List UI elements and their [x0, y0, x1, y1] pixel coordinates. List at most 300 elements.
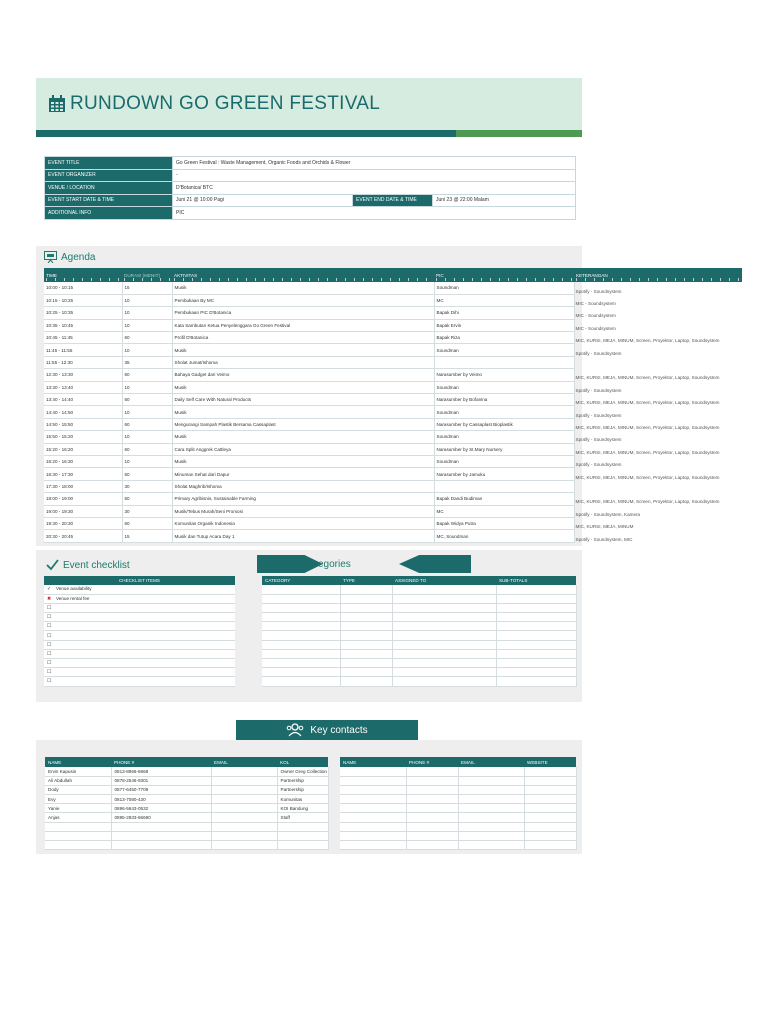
checklist-row	[44, 631, 235, 640]
agenda-time: 20:30 - 20:45	[44, 530, 122, 542]
agenda-row	[44, 356, 742, 368]
agenda-pic: Narasumber by Veimo	[434, 369, 574, 381]
category-row	[262, 585, 576, 594]
contact-cell-right[interactable]	[524, 767, 576, 776]
category-cell[interactable]	[392, 668, 496, 677]
category-cell[interactable]	[262, 594, 340, 603]
col-phone-right: PHONE #	[406, 757, 458, 767]
category-cell[interactable]	[392, 640, 496, 649]
category-cell[interactable]	[392, 594, 496, 603]
contact-email[interactable]	[211, 795, 277, 804]
agenda-pic: MC, Soundman	[434, 530, 574, 542]
col-kol: KOL	[277, 757, 328, 767]
contact-phone[interactable]	[111, 841, 211, 850]
contact-row	[45, 785, 328, 794]
agenda-activity: Musik	[172, 381, 434, 393]
contact-kol[interactable]	[277, 822, 328, 831]
checklist-item[interactable]	[44, 649, 235, 658]
agenda-activity: Bahaya Gadget dari Veimo	[172, 369, 434, 381]
agenda-duration: 10	[122, 307, 172, 319]
agenda-pic: Bapak Riza	[434, 332, 574, 344]
contact-row	[45, 841, 328, 850]
contact-email[interactable]	[211, 822, 277, 831]
contact-cell-right[interactable]	[458, 813, 524, 822]
categories-heading-text: egories	[318, 559, 351, 570]
agenda-duration: 35	[122, 356, 172, 368]
contact-kol[interactable]: Partnership	[277, 776, 328, 785]
category-cell[interactable]	[392, 649, 496, 658]
contact-cell-right[interactable]	[524, 795, 576, 804]
checklist-item-text: Venue availability	[56, 586, 92, 592]
col-website-right: WEBSITE	[524, 757, 576, 767]
contact-name[interactable]	[45, 831, 111, 840]
category-cell[interactable]	[496, 603, 576, 612]
category-row	[262, 649, 576, 658]
categories-table	[262, 576, 577, 687]
agenda-activity: Musik/Tebus Murah/Seni Promosi	[172, 505, 434, 517]
category-cell[interactable]	[392, 603, 496, 612]
key-contacts-banner	[236, 720, 418, 740]
checklist-item[interactable]	[44, 603, 235, 612]
checklist-row	[44, 640, 235, 649]
contact-row-right	[340, 767, 576, 776]
agenda-notes: Spotify - Soundsystem	[575, 462, 622, 468]
contact-phone[interactable]: 0877-6450-7709	[111, 785, 211, 794]
contact-kol[interactable]	[277, 841, 328, 850]
agenda-time: 12:30 - 13:30	[44, 369, 122, 381]
contact-cell-right[interactable]	[458, 776, 524, 785]
agenda-heading	[44, 251, 95, 263]
agenda-row	[44, 394, 742, 406]
agenda-time: 16:20 - 16:30	[44, 455, 122, 467]
agenda-row	[44, 344, 742, 356]
event-title-value: Go Green Festival : Waste Management, Organic Foods and Orchids & Flower	[173, 157, 576, 170]
category-cell[interactable]	[262, 613, 340, 622]
agenda-row	[44, 294, 742, 306]
agenda-duration: 30	[122, 505, 172, 517]
category-cell[interactable]	[340, 677, 392, 686]
agenda-notes: MIC - Soundsystem	[575, 313, 616, 319]
contact-cell-right[interactable]	[340, 767, 406, 776]
contact-cell-right[interactable]	[524, 785, 576, 794]
checklist-item[interactable]	[44, 677, 235, 686]
agenda-time: 13:40 - 14:40	[44, 394, 122, 406]
agenda-pic: Narasumber by Cassaplast Bioplastik	[434, 418, 574, 430]
page-title: RUNDOWN GO GREEN FESTIVAL	[70, 93, 381, 114]
checklist-item[interactable]	[44, 631, 235, 640]
category-cell[interactable]	[340, 603, 392, 612]
col-duration: DURASI (MENIT)	[122, 268, 172, 282]
agenda-time: 10:15 - 10:25	[44, 294, 122, 306]
agenda-row	[44, 468, 742, 480]
contact-row-right	[340, 795, 576, 804]
agenda-row	[44, 530, 742, 542]
agenda-activity: Pembukaan By MC	[172, 294, 434, 306]
category-cell[interactable]	[262, 603, 340, 612]
contact-cell-right[interactable]	[406, 822, 458, 831]
category-cell[interactable]	[262, 585, 340, 594]
category-cell[interactable]	[340, 649, 392, 658]
category-cell[interactable]	[340, 659, 392, 668]
contact-cell-right[interactable]	[406, 795, 458, 804]
agenda-notes: Spotify - Soundsystem	[575, 350, 622, 356]
agenda-row	[44, 332, 742, 344]
col-activity: AKTIVITAS	[172, 268, 434, 282]
agenda-duration: 10	[122, 431, 172, 443]
agenda-notes: MIC, KURSI, MEJA, MINUM, Screen, Proyektor, Laptop, Soundsystem	[575, 375, 720, 381]
category-cell[interactable]	[340, 640, 392, 649]
col-assigned-to: ASSIGNED TO	[392, 576, 496, 585]
checklist-item-text: Venue rental fee	[56, 595, 90, 601]
agenda-time: 10:00 - 10:15	[44, 282, 122, 294]
contact-phone[interactable]: 0813-7080-430	[111, 795, 211, 804]
contact-name[interactable]: Ali Abdullah	[45, 776, 111, 785]
agenda-duration: 10	[122, 294, 172, 306]
agenda-duration: 60	[122, 443, 172, 455]
agenda-activity: Cara Split Anggrek Cattleya	[172, 443, 434, 455]
contact-cell-right[interactable]	[340, 795, 406, 804]
checkbox-mark-icon[interactable]: ☐	[47, 650, 52, 657]
col-name-right: NAME	[340, 757, 406, 767]
contact-cell-right[interactable]	[458, 804, 524, 813]
checkbox-mark-icon[interactable]: ☐	[47, 614, 52, 621]
agenda-duration: 60	[122, 493, 172, 505]
contact-cell-right[interactable]	[458, 831, 524, 840]
contact-name[interactable]: Dody	[45, 785, 111, 794]
agenda-activity: Daily Self Care With Natural Products	[172, 394, 434, 406]
agenda-time: 13:30 - 13:40	[44, 381, 122, 393]
checkmark-icon	[46, 559, 59, 571]
category-cell[interactable]	[496, 640, 576, 649]
agenda-duration: 10	[122, 381, 172, 393]
checklist-item[interactable]	[44, 659, 235, 668]
category-row	[262, 631, 576, 640]
contacts-table-right	[340, 757, 577, 850]
category-cell[interactable]	[340, 631, 392, 640]
contact-phone[interactable]: 0878-2546-9301	[111, 776, 211, 785]
start-date-value: Juni 21 @ 10:00 Pagi	[173, 194, 353, 207]
agenda-activity: Kata Sambutan Ketua Penyelenggara Go Green Festival	[172, 319, 434, 331]
agenda-activity: Musik	[172, 406, 434, 418]
agenda-activity: Musik	[172, 455, 434, 467]
category-row	[262, 613, 576, 622]
agenda-duration: 60	[122, 517, 172, 529]
agenda-activity: Komunitas Organik Indonesia	[172, 517, 434, 529]
contact-name[interactable]: Evy	[45, 795, 111, 804]
contact-email[interactable]	[211, 767, 277, 776]
agenda-pic: Bapak Ervin	[434, 319, 574, 331]
category-cell[interactable]	[340, 594, 392, 603]
key-contacts-heading: Key contacts	[310, 724, 368, 736]
category-cell[interactable]	[262, 659, 340, 668]
checkbox-mark-icon[interactable]: ☐	[47, 623, 52, 630]
additional-info-value: PIC	[173, 207, 576, 220]
contact-cell-right[interactable]	[406, 813, 458, 822]
category-cell[interactable]	[496, 622, 576, 631]
contact-phone[interactable]	[111, 831, 211, 840]
category-cell[interactable]	[340, 622, 392, 631]
agenda-activity: Profil D'Botanica	[172, 332, 434, 344]
agenda-notes	[574, 356, 742, 368]
contact-name[interactable]	[45, 841, 111, 850]
agenda-time: 14:40 - 14:50	[44, 406, 122, 418]
agenda-row	[44, 493, 742, 505]
category-cell[interactable]	[392, 631, 496, 640]
agenda-notes: MIC - Soundsystem	[575, 325, 616, 331]
contact-cell-right[interactable]	[406, 841, 458, 850]
agenda-pic: MC	[434, 294, 574, 306]
checklist-item[interactable]	[44, 622, 235, 631]
agenda-pic: Narasumber by Jamuku	[434, 468, 574, 480]
contact-cell-right[interactable]	[458, 795, 524, 804]
agenda-duration: 15	[122, 530, 172, 542]
additional-info-label: ADDITIONAL INFO	[45, 207, 173, 220]
contact-cell-right[interactable]	[524, 822, 576, 831]
checklist-table	[44, 576, 235, 687]
contact-kol[interactable]: KOI Bandung	[277, 804, 328, 813]
category-cell[interactable]	[496, 585, 576, 594]
agenda-duration: 60	[122, 332, 172, 344]
contact-email[interactable]	[211, 785, 277, 794]
agenda-notes: MIC, KURSI, MEJA, MINUM, Screen, Proyektor, Laptop, Soundsystem	[575, 449, 720, 455]
contact-cell-right[interactable]	[458, 822, 524, 831]
agenda-duration: 10	[122, 319, 172, 331]
checkbox-mark-icon[interactable]: ☐	[47, 678, 52, 685]
agenda-time: 11:45 - 11:55	[44, 344, 122, 356]
agenda-time: 18:00 - 19:00	[44, 493, 122, 505]
agenda-activity: Sholat Maghrib/Ishoma	[172, 480, 434, 492]
agenda-activity: Musik dan Tutup Acara Day 1	[172, 530, 434, 542]
col-type: TYPE	[340, 576, 392, 585]
contact-cell-right[interactable]	[406, 767, 458, 776]
contact-email[interactable]	[211, 841, 277, 850]
category-row	[262, 677, 576, 686]
contact-cell-right[interactable]	[524, 776, 576, 785]
category-cell[interactable]	[392, 585, 496, 594]
agenda-notes: Spotify - Soundsystem, MIC	[575, 536, 633, 542]
agenda-time: 19:30 - 20:30	[44, 517, 122, 529]
category-cell[interactable]	[392, 659, 496, 668]
contact-row-right	[340, 822, 576, 831]
col-checklist-items: CHECKLIST ITEMS	[44, 576, 235, 585]
contact-row	[45, 813, 328, 822]
checkbox-mark-icon[interactable]: ☐	[47, 660, 52, 667]
category-cell[interactable]	[262, 649, 340, 658]
agenda-activity: Musik	[172, 344, 434, 356]
agenda-pic: Soundman	[434, 381, 574, 393]
contact-row	[45, 776, 328, 785]
category-cell[interactable]	[392, 677, 496, 686]
contact-cell-right[interactable]	[406, 785, 458, 794]
col-time: TIME	[44, 268, 122, 282]
start-date-label: EVENT START DATE & TIME	[45, 194, 173, 207]
agenda-notes: Spotify - Soundsystem	[575, 437, 622, 443]
contact-cell-right[interactable]	[524, 841, 576, 850]
category-cell[interactable]	[340, 613, 392, 622]
checkbox-mark-icon[interactable]: ☐	[47, 632, 52, 639]
checklist-item[interactable]	[44, 585, 235, 594]
contact-cell-right[interactable]	[340, 841, 406, 850]
agenda-time: 19:00 - 19:30	[44, 505, 122, 517]
checkbox-mark-icon[interactable]: ☐	[47, 641, 52, 648]
checklist-row	[44, 668, 235, 677]
agenda-time: 15:20 - 16:20	[44, 443, 122, 455]
contact-cell-right[interactable]	[406, 804, 458, 813]
agenda-notes: MIC, KURSI, MEJA, MINUM, Screen, Proyektor, Laptop, Soundsystem	[575, 424, 720, 430]
contact-cell-right[interactable]	[458, 767, 524, 776]
category-row	[262, 594, 576, 603]
category-cell[interactable]	[496, 613, 576, 622]
contact-row-right	[340, 776, 576, 785]
contact-row-right	[340, 804, 576, 813]
checkbox-mark-icon[interactable]: ✓	[47, 586, 52, 593]
category-cell[interactable]	[392, 622, 496, 631]
category-cell[interactable]	[262, 622, 340, 631]
category-cell[interactable]	[392, 613, 496, 622]
checkbox-mark-icon[interactable]: ☐	[47, 604, 52, 611]
contact-cell-right[interactable]	[340, 822, 406, 831]
checklist-row	[44, 603, 235, 612]
category-cell[interactable]	[496, 677, 576, 686]
agenda-activity: Musik	[172, 282, 434, 294]
event-organizer-value: -	[173, 169, 576, 182]
agenda-row	[44, 319, 742, 331]
contact-kol[interactable]: Komunitas	[277, 795, 328, 804]
contact-name[interactable]	[45, 822, 111, 831]
contact-cell-right[interactable]	[524, 804, 576, 813]
calendar-icon	[48, 95, 66, 113]
venue-label: VENUE / LOCATION	[45, 182, 173, 195]
contact-cell-right[interactable]	[340, 831, 406, 840]
agenda-pic: Soundman	[434, 431, 574, 443]
agenda-notes: Spotify - Soundsystem	[575, 412, 622, 418]
contact-phone[interactable]: 0896-5643-0532	[111, 804, 211, 813]
agenda-row	[44, 505, 742, 517]
checkbox-mark-icon[interactable]: ✖	[47, 595, 52, 602]
contact-kol[interactable]: Staff	[277, 813, 328, 822]
contact-cell-right[interactable]	[340, 813, 406, 822]
agenda-duration: 10	[122, 455, 172, 467]
agenda-notes: MIC, KURSI, MEJA, MINUM, Screen, Proyektor, Laptop, Soundsystem	[575, 474, 720, 480]
agenda-pic: Bapak Dihi	[434, 307, 574, 319]
col-email: EMAIL	[211, 757, 277, 767]
contact-name[interactable]: Yanie	[45, 804, 111, 813]
checklist-item[interactable]	[44, 640, 235, 649]
end-date-value: Juni 23 @ 22:00 Malam	[433, 194, 576, 207]
presentation-board-icon	[44, 251, 57, 263]
checklist-item[interactable]	[44, 594, 235, 603]
category-row	[262, 603, 576, 612]
contact-kol[interactable]	[277, 831, 328, 840]
agenda-pic: MC	[434, 505, 574, 517]
agenda-notes	[574, 480, 742, 492]
category-cell[interactable]	[496, 649, 576, 658]
checklist-row	[44, 594, 235, 603]
contact-email[interactable]	[211, 804, 277, 813]
contact-phone[interactable]: 0895-2833-66690	[111, 813, 211, 822]
contact-kol[interactable]: Partnership	[277, 785, 328, 794]
end-date-label: EVENT END DATE & TIME	[353, 194, 433, 207]
agenda-activity: Mengurangi Sampah Plastik Bersama Cassaplast	[172, 418, 434, 430]
category-cell[interactable]	[262, 631, 340, 640]
agenda-pic	[434, 356, 574, 368]
contact-email[interactable]	[211, 831, 277, 840]
agenda-pic	[434, 480, 574, 492]
checkbox-mark-icon[interactable]: ☐	[47, 669, 52, 676]
contact-kol[interactable]: Owner Greg Collection	[277, 767, 328, 776]
col-pic: PIC	[434, 268, 574, 282]
agenda-pic: Soundman	[434, 406, 574, 418]
contact-cell-right[interactable]	[458, 841, 524, 850]
agenda-row	[44, 443, 742, 455]
contact-email[interactable]	[211, 813, 277, 822]
agenda-duration: 60	[122, 418, 172, 430]
agenda-row	[44, 381, 742, 393]
category-cell[interactable]	[496, 594, 576, 603]
category-cell[interactable]	[262, 640, 340, 649]
contact-row	[45, 795, 328, 804]
contact-row-right	[340, 841, 576, 850]
contact-cell-right[interactable]	[340, 804, 406, 813]
contact-row	[45, 831, 328, 840]
agenda-activity: Pembukaan PIC D'Botanica	[172, 307, 434, 319]
category-cell[interactable]	[340, 585, 392, 594]
agenda-heading-text: Agenda	[61, 251, 96, 263]
contact-cell-right[interactable]	[406, 831, 458, 840]
agenda-duration: 10	[122, 344, 172, 356]
agenda-notes: Spotify - Soundsystem	[575, 387, 622, 393]
agenda-row	[44, 455, 742, 467]
contact-name[interactable]: Anjas	[45, 813, 111, 822]
agenda-duration: 60	[122, 394, 172, 406]
contact-phone[interactable]: 0813-8966-6868	[111, 767, 211, 776]
checklist-item[interactable]	[44, 668, 235, 677]
category-cell[interactable]	[496, 631, 576, 640]
contact-cell-right[interactable]	[340, 776, 406, 785]
agenda-time: 10:25 - 10:35	[44, 307, 122, 319]
agenda-notes: MIC, KURSI, MEJA, MINUM	[575, 524, 634, 530]
agenda-pic: Bapak Dandi Budiman	[434, 493, 574, 505]
category-cell[interactable]	[262, 668, 340, 677]
category-cell[interactable]	[340, 668, 392, 677]
contact-email[interactable]	[211, 776, 277, 785]
contact-name[interactable]: Ervin Kapusin	[45, 767, 111, 776]
category-cell[interactable]	[496, 659, 576, 668]
checklist-row	[44, 659, 235, 668]
contact-phone[interactable]	[111, 822, 211, 831]
contact-cell-right[interactable]	[458, 785, 524, 794]
checklist-row	[44, 613, 235, 622]
agenda-activity: Primary Agribisnis, Sustainable Farming	[172, 493, 434, 505]
contacts-table-left	[45, 757, 329, 850]
category-cell[interactable]	[496, 668, 576, 677]
agenda-time: 16:30 - 17:30	[44, 468, 122, 480]
contact-cell-right[interactable]	[524, 813, 576, 822]
category-cell[interactable]	[262, 677, 340, 686]
agenda-row	[44, 480, 742, 492]
agenda-pic: Narasumber by St.Mary Nursery	[434, 443, 574, 455]
contact-row	[45, 804, 328, 813]
event-info-table	[44, 156, 576, 220]
venue-value: D'Botanica/ BTC	[173, 182, 576, 195]
people-group-icon	[286, 723, 304, 737]
checklist-item[interactable]	[44, 613, 235, 622]
contact-cell-right[interactable]	[340, 785, 406, 794]
contact-cell-right[interactable]	[524, 831, 576, 840]
agenda-time: 10:35 - 10:45	[44, 319, 122, 331]
contact-cell-right[interactable]	[406, 776, 458, 785]
contact-row-right	[340, 831, 576, 840]
